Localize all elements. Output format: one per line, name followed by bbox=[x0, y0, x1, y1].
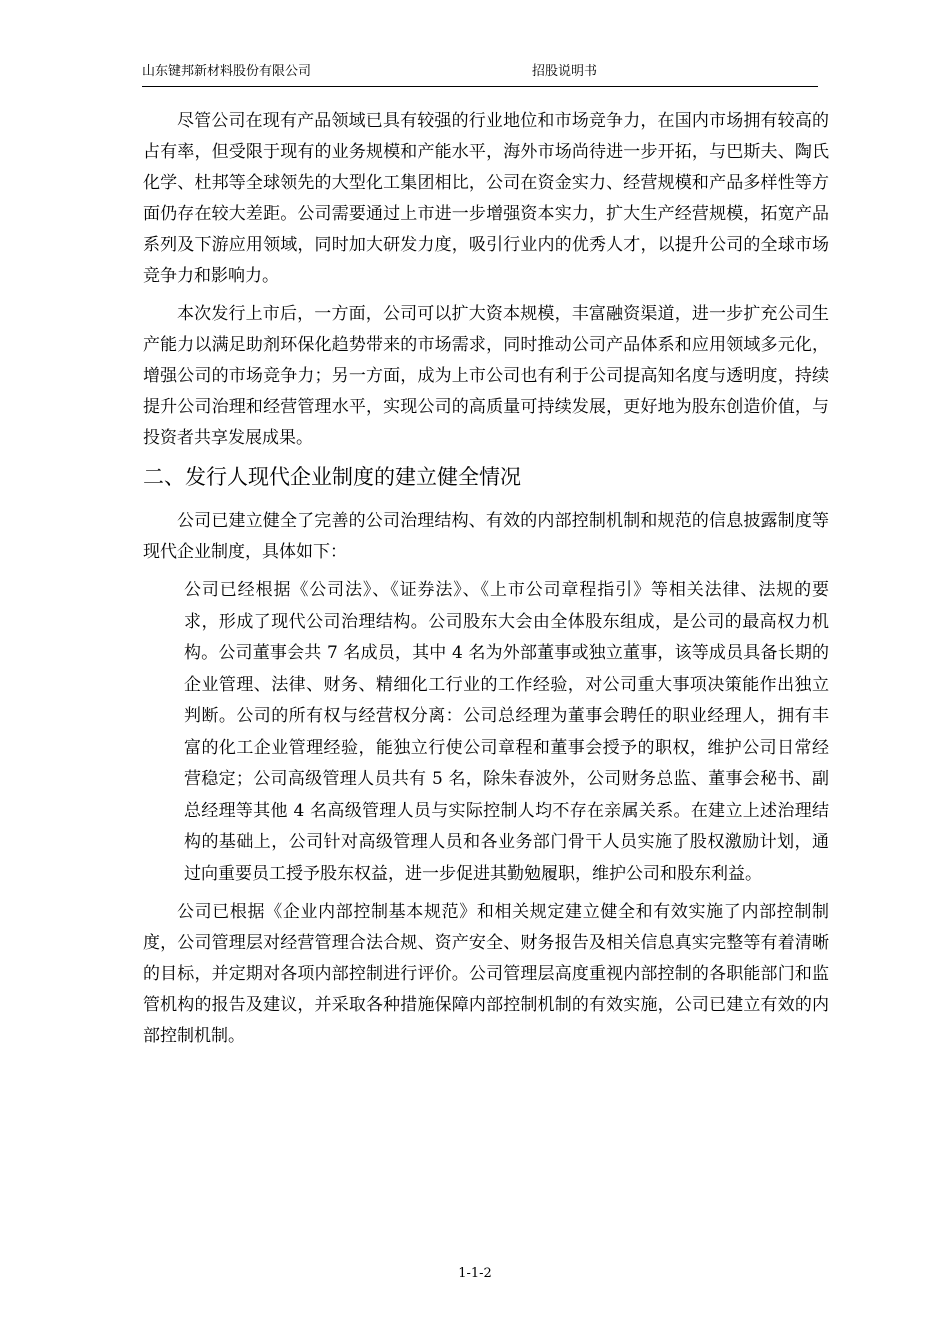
header-company-name: 山东键邦新材料股份有限公司 bbox=[142, 64, 312, 79]
paragraph-listing-benefits: 本次发行上市后，一方面，公司可以扩大资本规模，丰富融资渠道，进一步扩充公司生产能力以满足助剂环保化趋势带来的市场需求，同时推动公司产品体系和应用领域多元化，增强公司的市场竞争力；另一方面，成为上市公司也有利于公司提高知名度与透明度，持续提升公司治理和经营管理水平，实现公司的高质量可持续发展，更好地为股东创造价值，与投资者共享发展成果。 bbox=[143, 304, 829, 448]
paragraph-governance-structure: 公司已经根据《公司法》、《证券法》、《上市公司章程指引》等相关法律、法规的要求，形成了现代公司治理结构。公司股东大会由全体股东组成，是公司的最高权力机构。公司董事会共 7 名成员，其中 4 名为外部董事或独立董事，该等成员具备长期的企业管理、法律、财务、精细化工行业的工作经验，对公司重大事项决策能作出独立判断。公司的所有权与经营权分离：公司总经理为董事会聘任的职业经理人，拥有丰富的化工企业管理经验，能独立行使公司章程和董事会授予的职权，维护公司日常经营稳定；公司高级管理人员共有 5 名，除朱春波外，公司财务总监、董事会秘书、副总经理等其他 4 名高级管理人员与实际控制人均不存在亲属关系。在建立上述治理结构的基础上，公司针对高级管理人员和各业务部门骨干人员实施了股权激励计划，通过向重要员工授予股东权益，进一步促进其勤勉履职，维护公司和股东利益。 bbox=[184, 580, 829, 884]
document-body bbox=[143, 106, 829, 1059]
paragraph-section-intro: 公司已建立健全了完善的公司治理结构、有效的内部控制机制和规范的信息披露制度等现代企业制度，具体如下： bbox=[143, 511, 829, 562]
page-number: 1-1-2 bbox=[458, 1266, 492, 1281]
paragraph-internal-control: 公司已根据《企业内部控制基本规范》和相关规定建立健全和有效实施了内部控制制度，公司管理层对经营管理合法合规、资产安全、财务报告及相关信息真实完整等有着清晰的目标，并定期对各项内部控制进行评价。公司管理层高度重视内部控制的各职能部门和监管机构的报告及建议，并采取各种措施保障内部控制机制的有效实施，公司已建立有效的内部控制机制。 bbox=[143, 902, 829, 1046]
section-heading: 二、发行人现代企业制度的建立健全情况 bbox=[143, 465, 521, 489]
page-header bbox=[142, 56, 818, 87]
header-document-type: 招股说明书 bbox=[532, 64, 598, 79]
paragraph-competitiveness: 尽管公司在现有产品领域已具有较强的行业地位和市场竞争力，在国内市场拥有较高的占有率，但受限于现有的业务规模和产能水平，海外市场尚待进一步开拓，与巴斯夫、陶氏化学、杜邦等全球领先的大型化工集团相比，公司在资金实力、经营规模和产品多样性等方面仍存在较大差距。公司需要通过上市进一步增强资本实力，扩大生产经营规模，拓宽产品系列及下游应用领域，同时加大研发力度，吸引行业内的优秀人才，以提升公司的全球市场竞争力和影响力。 bbox=[143, 111, 829, 286]
